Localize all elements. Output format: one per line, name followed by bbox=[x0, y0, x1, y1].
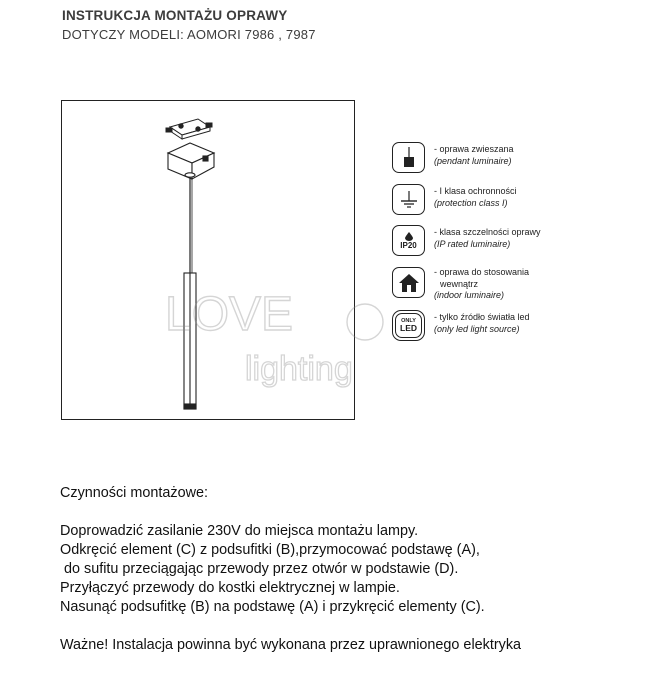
canopy bbox=[168, 143, 214, 179]
svg-text:LOVE: LOVE bbox=[165, 288, 294, 341]
symbol-pendant: - oprawa zwieszana (pendant luminaire) bbox=[392, 142, 632, 182]
instruction-step: Odkręcić element (C) z podsufitki (B),przymocować podstawę (A), bbox=[60, 542, 480, 558]
instruction-step: do sufitu przeciągając przewody przez otwór w podstawie (D). bbox=[60, 561, 459, 577]
product-drawing-frame bbox=[61, 100, 355, 420]
pendant-lamp-drawing bbox=[62, 101, 356, 421]
ground-icon bbox=[392, 184, 425, 215]
instruction-step: Przyłączyć przewody do kostki elektrycznej w lampie. bbox=[60, 580, 400, 596]
house-icon bbox=[392, 267, 425, 298]
instructions-heading: Czynności montażowe: bbox=[60, 485, 208, 501]
instruction-step: Nasunąć podsufitkę (B) na podstawę (A) i przykręcić elementy (C). bbox=[60, 599, 485, 615]
symbol-indoor: - oprawa do stosowania wewnątrz (indoor luminaire) bbox=[392, 267, 632, 307]
svg-text:lighting: lighting bbox=[245, 350, 353, 388]
mounting-bracket bbox=[166, 119, 212, 139]
installation-instructions bbox=[60, 484, 521, 655]
only-led-icon: ONLY LED bbox=[392, 310, 425, 341]
warning-note: Ważne! Instalacja powinna być wykonana przez uprawnionego elektryka bbox=[60, 637, 522, 653]
document-title: INSTRUKCJA MONTAŻU OPRAWY bbox=[62, 8, 288, 23]
lamp-tube bbox=[184, 273, 196, 409]
symbol-ip20: IP20 - klasa szczelności oprawy (IP rated luminaire) bbox=[392, 225, 632, 265]
ip20-icon: IP20 bbox=[392, 225, 425, 256]
pendant-icon bbox=[392, 142, 425, 173]
instruction-step: Doprowadzić zasilanie 230V do miejsca montażu lampy. bbox=[60, 523, 419, 539]
symbol-protection-class: - I klasa ochronności (protection class I) bbox=[392, 184, 632, 224]
document-subtitle: DOTYCZY MODELI: AOMORI 7986 , 7987 bbox=[62, 27, 316, 42]
symbol-only-led: ONLY LED - tylko źródło światła led (only led light source) bbox=[392, 310, 632, 350]
